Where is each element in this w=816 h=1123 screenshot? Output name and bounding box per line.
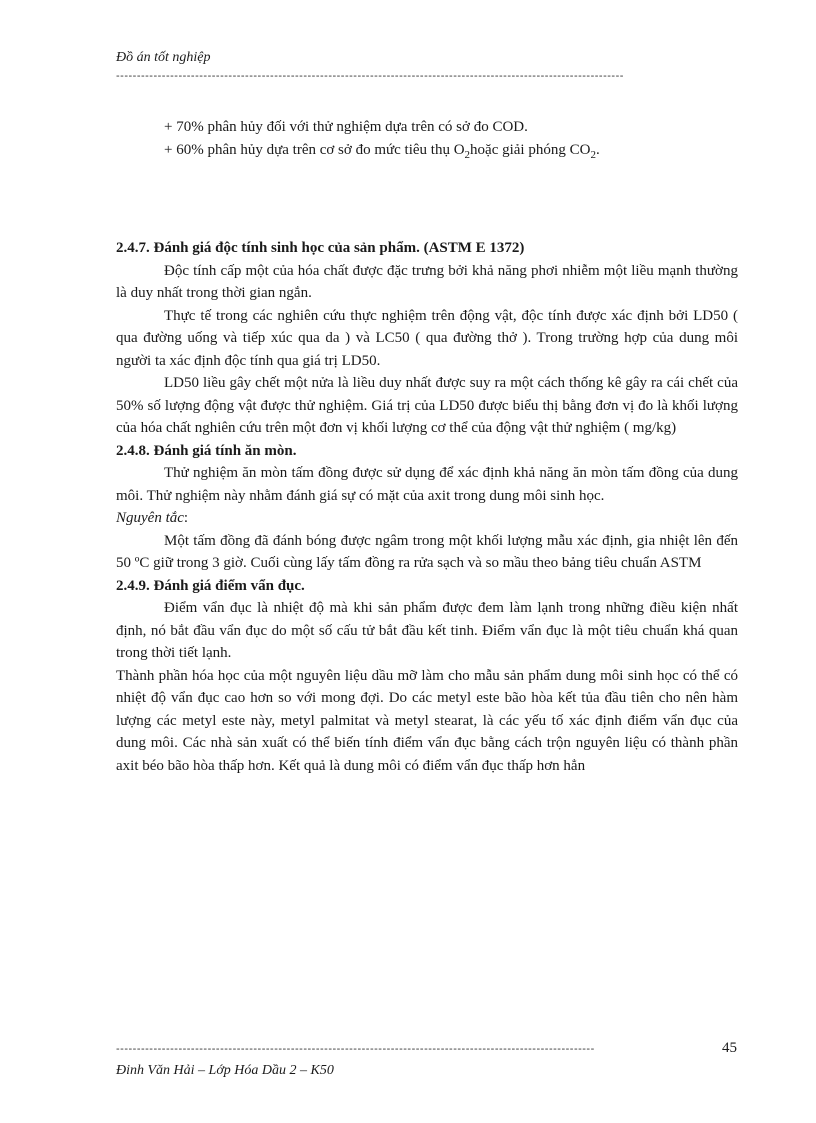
footer-divider: -------------------------------------------------------------------------------------------------------------------	[116, 1043, 595, 1055]
footer-author: Đinh Văn Hải – Lớp Hóa Dầu 2 – K50	[116, 1063, 334, 1078]
paragraph: Một tấm đồng đã đánh bóng được ngâm trong một khối lượng mẫu xác định, gia nhiệt lên đến 50 ºC giữ trong 3 giờ. Cuối cùng lấy tấm đồng ra rửa sạch và so mầu theo bảng tiêu chuẩn ASTM	[116, 532, 738, 571]
principle-label: Nguyên tắc:	[116, 510, 189, 526]
section-heading-2-4-7: 2.4.7. Đánh giá độc tính sinh học của sản phẩm. (ASTM E 1372)	[116, 240, 525, 256]
section-heading-2-4-8: 2.4.8. Đánh giá tính ăn mòn.	[116, 442, 297, 459]
paragraph: Thử nghiệm ăn mòn tấm đồng được sử dụng để xác định khả năng ăn mòn tấm đồng của dung môi. Thử nghiệm này nhằm đánh giá sự có mặt của axit trong dung môi sinh học.	[116, 465, 738, 504]
spacer	[116, 166, 738, 237]
page-body	[116, 116, 738, 777]
section-heading-2-4-9: 2.4.9. Đánh giá điểm vẩn đục.	[116, 577, 305, 594]
paragraph: Độc tính cấp một của hóa chất được đặc trưng bởi khả năng phơi nhiễm một liều mạnh thường là duy nhất trong thời gian ngắn.	[116, 262, 738, 301]
page-number: 45	[722, 1040, 737, 1056]
paragraph: LD50 liều gây chết một nửa là liều duy nhất được suy ra một cách thống kê gây ra cái chết của 50% số lượng động vật được thử nghiệm. Giá trị của LD50 được biểu thị bằng đơn vị đo là khối lượng của hóa chất nghiên cứu trên một đơn vị khối lượng cơ thể của động vật thử nghiệm ( mg/kg)	[116, 375, 738, 436]
paragraph: Thực tế trong các nghiên cứu thực nghiệm trên động vật, độc tính được xác định bởi LD50 ( qua đường uống và tiếp xúc qua da ) và LC50 ( qua đường thở ). Trong trường hợp của dung môi người ta xác định độc tính qua giá trị LD50.	[116, 307, 738, 369]
header-divider: --------------------------------------------------------------------------------------------------------------------------	[116, 70, 624, 82]
paragraph: Thành phần hóa học của một nguyên liệu dầu mỡ làm cho mẫu sản phẩm dung môi sinh học có thể có nhiệt độ vẩn đục cao hơn so với mong đợi. Do các metyl este bão hòa kết tủa đầu tiên cho nên hàm lượng các metyl este này, metyl palmitat và metyl stearat, là các yếu tố xác định điểm vẩn đục của dung môi. Các nhà sản xuất có thể biến tính điểm vẩn đục bằng cách trộn nguyên liệu có thành phần axit béo bão hòa thấp hơn. Kết quả là dung môi có điểm vẩn đục thấp hơn hẳn	[116, 667, 738, 774]
paragraph: Điểm vẩn đục là nhiệt độ mà khi sản phẩm được đem làm lạnh trong những điều kiện nhất định, nó bắt đầu vẩn đục do một số cấu tử bắt đầu kết tinh. Điểm vẩn đục là một tiêu chuẩn khá quan trong thời tiết lạnh.	[116, 600, 738, 661]
bullet-cod: + 70% phân hủy đối với thử nghiệm dựa trên có sở đo COD.	[164, 119, 528, 135]
page-header-title: Đồ án tốt nghiệp	[116, 50, 211, 65]
bullet-o2-co2: + 60% phân hủy dựa trên cơ sở đo mức tiêu thụ $O_2hoặc$ giải phóng $CO_2$.	[164, 141, 600, 161]
